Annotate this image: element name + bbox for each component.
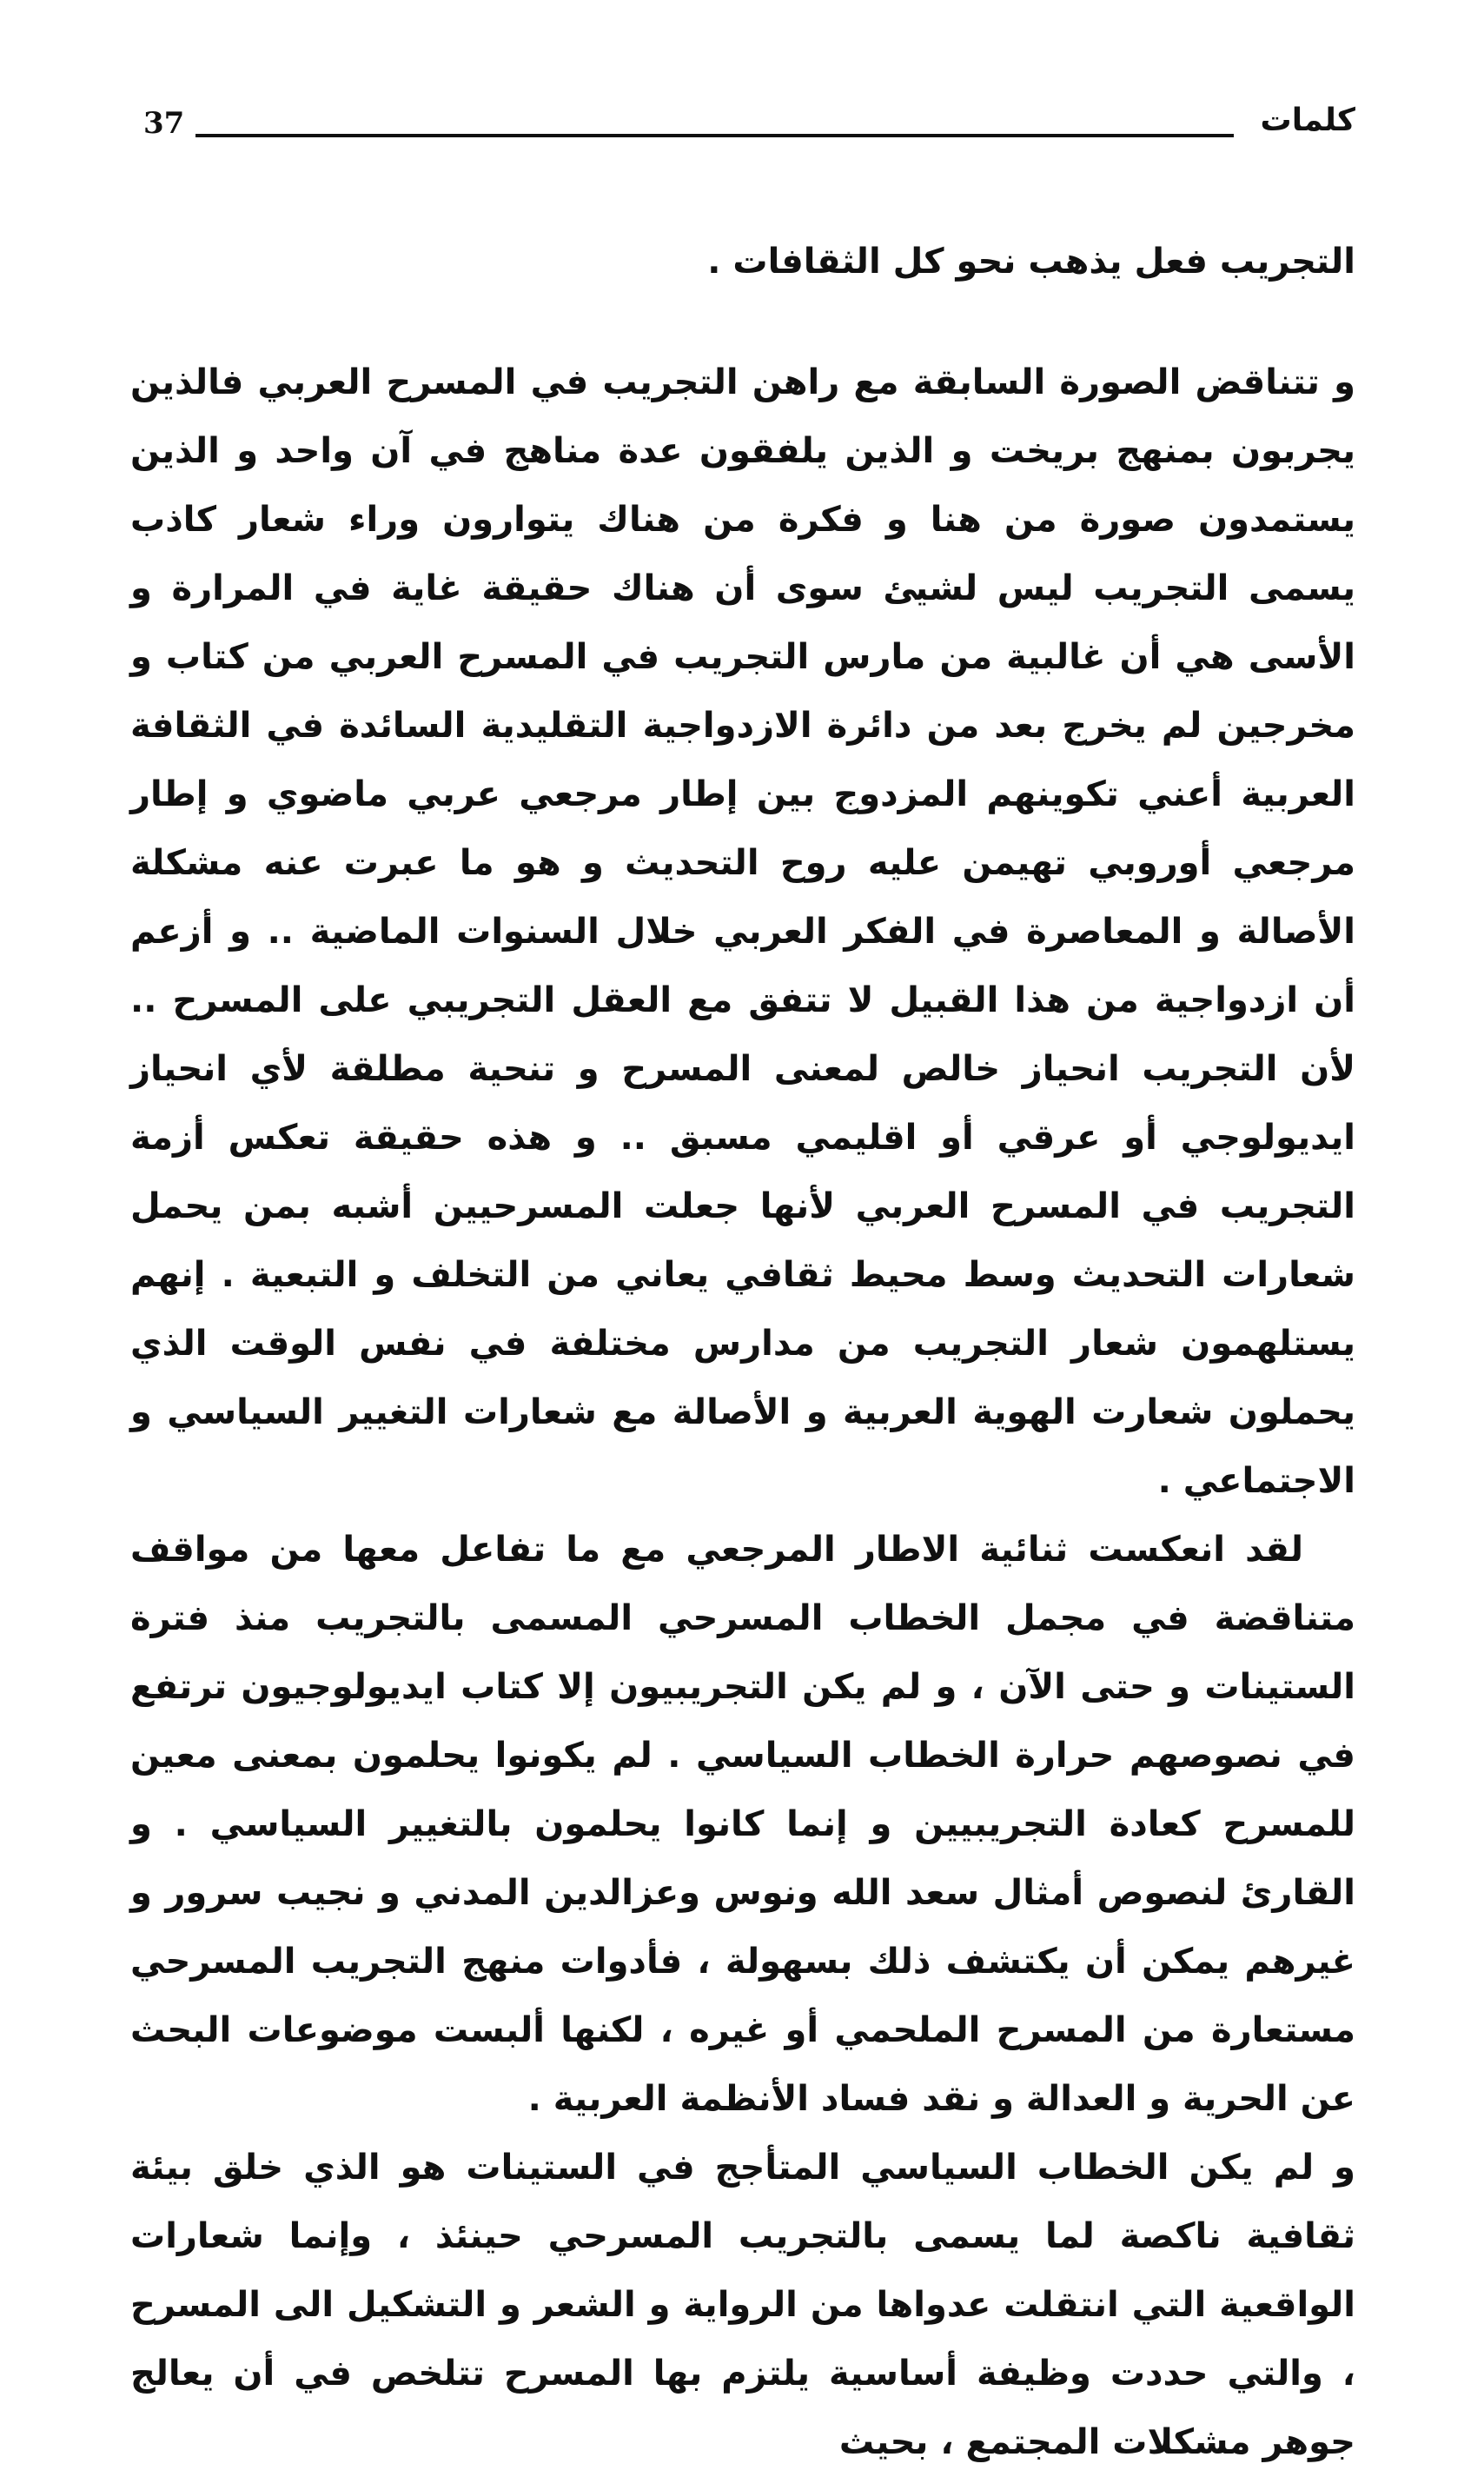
paragraph-2: و تتناقض الصورة السابقة مع راهن التجريب في المسرح العربي فالذين يجربون بمنهج بريخت و الذين يلفقون عدة مناهج في آن واحد و الذين يستمدون صورة من هنا و فكرة من هناك يتوارون وراء شعار كاذب يسمى التجريب ليس لشيئ سوى أن هناك حقيقة غاية في المرارة و الأسى هي أن غالبية من مارس التجريب في المسرح العربي من كتاب و مخرجين لم يخرج بعد من دائرة الازدواجية التقليدية السائدة في الثقافة العربية أعني تكوينهم المزدوج بين إطار مرجعي عربي ماضوي و إطار مرجعي أوروبي تهيمن عليه روح التحديث و هو ما عبرت عنه مشكلة الأصالة و المعاصرة في الفكر العربي خلال السنوات الماضية .. و أزعم أن ازدواجية من هذا القبيل لا تتفق مع العقل التجريبي على المسرح .. لأن التجريب انحياز خالص لمعنى المسرح و تنحية مطلقة لأي انحياز ايديولوجي أو عرقي أو اقليمي مسبق .. و هذه حقيقة تعكس أزمة التجريب في المسرح العربي لأنها جعلت المسرحيين أشبه بمن يحمل شعارات التحديث وسط محيط ثقافي يعاني من التخلف و التبعية . إنهم يستلهمون شعار التجريب من مدارس مختلفة في نفس الوقت الذي يحملون شعارت الهوية العربية و الأصالة مع شعارات التغيير السياسي و الاجتماعي . (130, 362, 1355, 1501)
paragraph-3: لقد انعكست ثنائية الاطار المرجعي مع ما تفاعل معها من مواقف متناقضة في مجمل الخطاب المسرحي المسمى بالتجريب منذ فترة الستينات و حتى الآن ، و لم يكن التجريبيون إلا كتاب ايديولوجيون ترتفع في نصوصهم حرارة الخطاب السياسي . لم يكونوا يحلمون بمعنى معين للمسرح كعادة التجريبيين و إنما كانوا يحلمون بالتغيير السياسي . و القارئ لنصوص أمثال سعد الله ونوس وعزالدين المدني و نجيب سرور و غيرهم يمكن أن يكتشف ذلك بسهولة ، فأدوات منهج التجريب المسرحي مستعارة من المسرح الملحمي أو غيره ، لكنها ألبست موضوعات البحث عن الحرية و العدالة و نقد فساد الأنظمة العربية . (130, 1530, 1355, 2119)
paragraph-4: و لم يكن الخطاب السياسي المتأجج في الستينات هو الذي خلق بيئة ثقافية ناكصة لما يسمى بالتجريب المسرحي حينئذ ، وإنما شعارات الواقعية التي انتقلت عدواها من الرواية و الشعر و التشكيل الى المسرح ، والتي حددت وظيفة أساسية يلتزم بها المسرح تتلخص في أن يعالج جوهر مشكلات المجتمع ، بحيث (130, 2148, 1355, 2462)
body-text (130, 228, 1355, 2477)
running-title: كلمات (1260, 103, 1355, 138)
paragraph-1: التجريب فعل يذهب نحو كل الثقافات . (707, 242, 1355, 282)
header-rule (195, 134, 1234, 137)
page-header (143, 103, 1355, 155)
page-number: 37 (143, 106, 185, 141)
